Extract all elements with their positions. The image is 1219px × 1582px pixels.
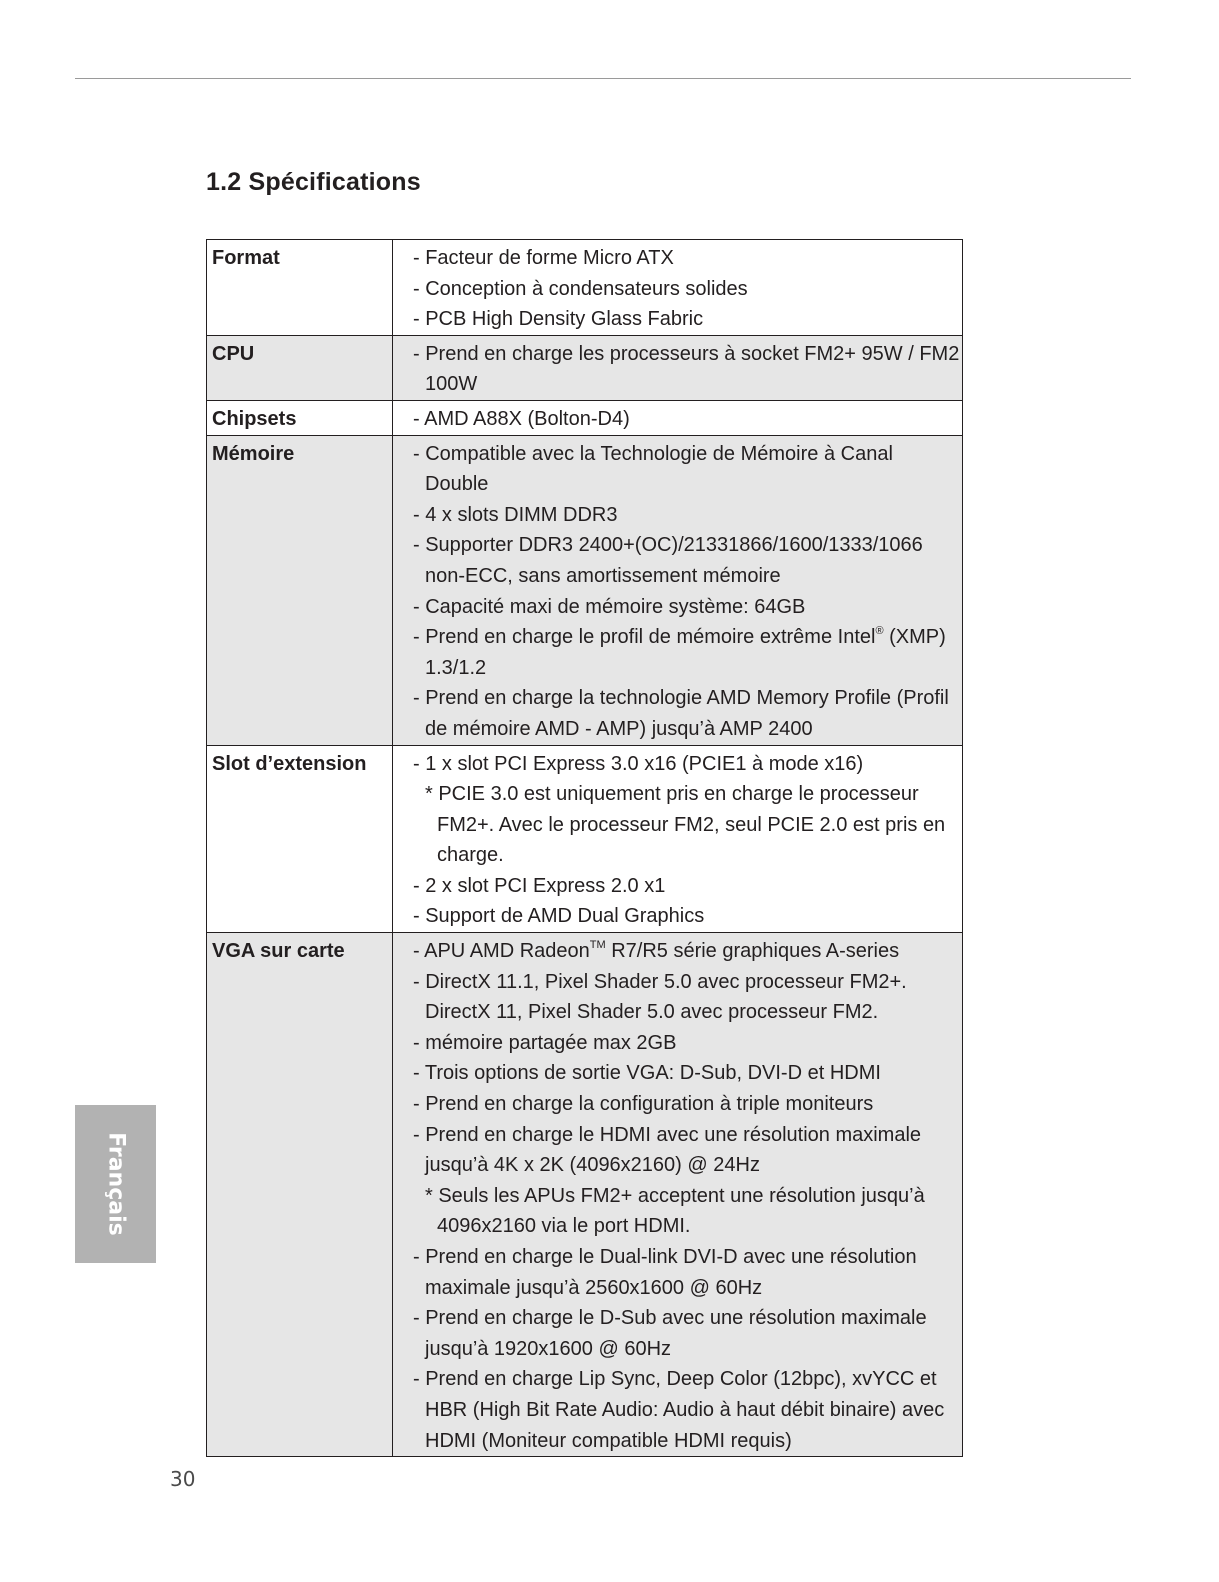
spec-row-format	[207, 240, 963, 336]
spec-label: Chipsets	[207, 400, 393, 435]
spec-line-text: - APU AMD Radeon	[413, 940, 590, 963]
spec-line: jusqu’à 1920x1600 @ 60Hz	[425, 1337, 672, 1360]
spec-line: - DirectX 11.1, Pixel Shader 5.0 avec processeur FM2+.	[413, 970, 907, 993]
spec-label: CPU	[207, 335, 393, 400]
spec-line: - Supporter DDR3 2400+(OC)/21331866/1600/1333/1066	[413, 534, 923, 557]
spec-label: Format	[207, 240, 393, 336]
spec-line: jusqu’à 4K x 2K (4096x2160) @ 24Hz	[425, 1154, 760, 1177]
spec-line: - 2 x slot PCI Express 2.0 x1	[413, 874, 666, 897]
trademark-mark: TM	[589, 939, 606, 952]
spec-label: VGA sur carte	[207, 933, 393, 1457]
spec-line: - Prend en charge le HDMI avec une résolution maximale	[413, 1123, 922, 1146]
page-number: 30	[170, 1467, 196, 1491]
spec-label: Slot d’extension	[207, 745, 393, 933]
registered-mark: ®	[875, 625, 884, 638]
spec-line: DirectX 11, Pixel Shader 5.0 avec processeur FM2.	[425, 1001, 879, 1024]
spec-value	[393, 335, 963, 400]
spec-line: de mémoire AMD - AMP) jusqu’à AMP 2400	[425, 717, 813, 740]
spec-line: - Prend en charge les processeurs à socket FM2+ 95W / FM2	[413, 342, 960, 365]
spec-line: 4096x2160 via le port HDMI.	[437, 1215, 691, 1238]
spec-line: 100W	[425, 373, 478, 396]
spec-value	[393, 745, 963, 933]
spec-row-slot-extension	[207, 745, 963, 933]
spec-line: - Facteur de forme Micro ATX	[413, 247, 674, 269]
spec-line: - Prend en charge Lip Sync, Deep Color (12bpc), xvYCC et	[413, 1368, 937, 1391]
spec-line: non-ECC, sans amortissement mémoire	[425, 564, 781, 587]
spec-value	[393, 400, 963, 435]
header-rule	[75, 78, 1131, 79]
spec-line: FM2+. Avec le processeur FM2, seul PCIE 2.0 est pris en	[437, 813, 946, 836]
spec-row-memoire	[207, 435, 963, 745]
spec-table	[206, 239, 963, 1457]
spec-line: - Compatible avec la Technologie de Mémoire à Canal	[413, 442, 893, 465]
spec-line: - Prend en charge la technologie AMD Memory Profile (Profil	[413, 687, 949, 710]
spec-line: - Conception à condensateurs solides	[413, 277, 748, 300]
spec-line	[413, 936, 962, 967]
spec-line: - AMD A88X (Bolton-D4)	[413, 407, 630, 430]
spec-line: charge.	[437, 844, 504, 867]
spec-value	[393, 240, 963, 336]
spec-line: - Trois options de sortie VGA: D-Sub, DVI-D et HDMI	[413, 1062, 881, 1085]
spec-line: 1.3/1.2	[425, 656, 487, 679]
spec-line: - Support de AMD Dual Graphics	[413, 905, 705, 928]
spec-line: * Seuls les APUs FM2+ acceptent une résolution jusqu’à	[425, 1184, 925, 1207]
language-tab-label: Français	[103, 1132, 128, 1236]
spec-row-cpu	[207, 335, 963, 400]
spec-line-text: R7/R5 série graphiques A-series	[611, 940, 900, 963]
section-title: 1.2 Spécifications	[206, 168, 421, 196]
spec-line-text: (XMP)	[889, 626, 946, 649]
spec-value	[393, 933, 963, 1457]
spec-row-chipsets	[207, 400, 963, 435]
spec-line: * PCIE 3.0 est uniquement pris en charge le processeur	[425, 783, 919, 806]
spec-line-text: - Prend en charge le profil de mémoire extrême Intel	[413, 626, 876, 649]
spec-line: - Prend en charge la configuration à triple moniteurs	[413, 1093, 874, 1116]
spec-line: - 4 x slots DIMM DDR3	[413, 503, 618, 526]
language-side-tab	[75, 1105, 156, 1263]
spec-line: HBR (High Bit Rate Audio: Audio à haut débit binaire) avec	[425, 1398, 945, 1421]
spec-row-vga	[207, 933, 963, 1457]
spec-line: - mémoire partagée max 2GB	[413, 1031, 677, 1054]
spec-line: - PCB High Density Glass Fabric	[413, 308, 704, 331]
spec-line	[413, 622, 962, 653]
spec-label: Mémoire	[207, 435, 393, 745]
spec-line: Double	[425, 473, 489, 496]
spec-line: HDMI (Moniteur compatible HDMI requis)	[425, 1429, 792, 1452]
spec-line: - 1 x slot PCI Express 3.0 x16 (PCIE1 à mode x16)	[413, 752, 864, 775]
spec-line: maximale jusqu’à 2560x1600 @ 60Hz	[425, 1276, 763, 1299]
spec-value	[393, 435, 963, 745]
spec-line: - Capacité maxi de mémoire système: 64GB	[413, 595, 806, 618]
spec-line: - Prend en charge le D-Sub avec une résolution maximale	[413, 1307, 927, 1330]
spec-line: - Prend en charge le Dual-link DVI-D avec une résolution	[413, 1246, 917, 1268]
